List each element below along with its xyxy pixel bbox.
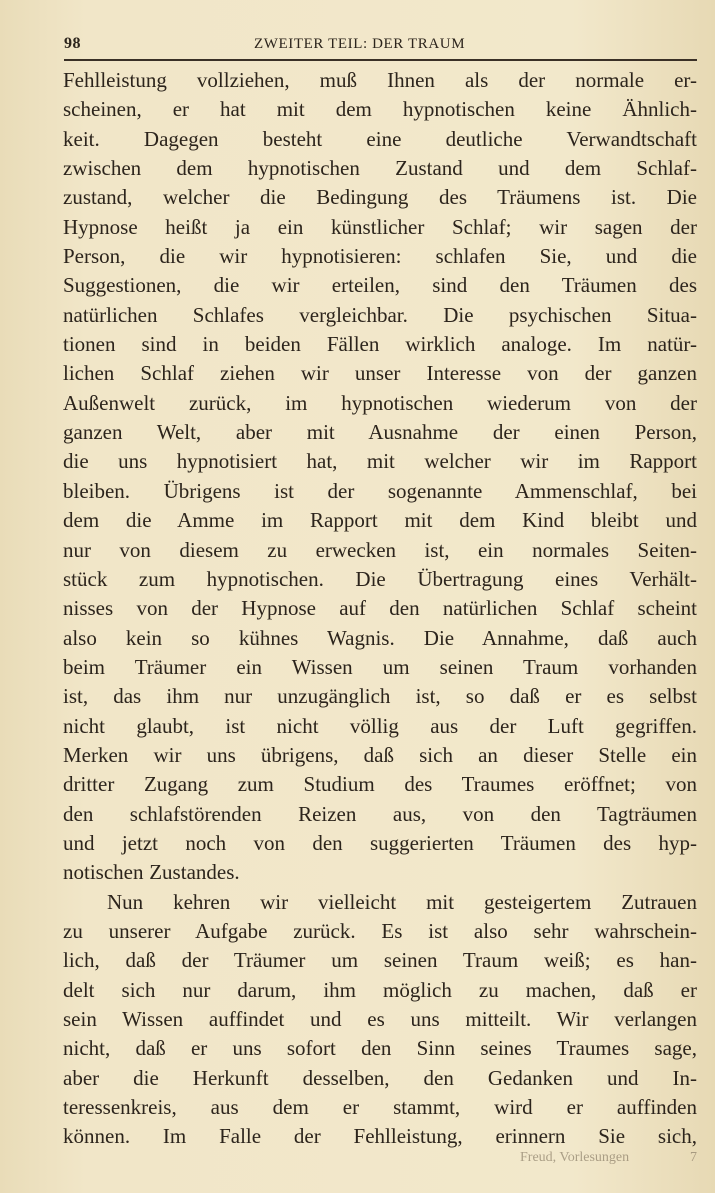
body-text — [63, 66, 697, 1152]
text-line: bleiben. Übrigens ist der sogenannte Ammenschlaf, bei — [63, 478, 697, 503]
text-line: lichen Schlaf ziehen wir unser Interesse von der ganzen — [63, 361, 697, 386]
text-line: nur von diesem zu erwecken ist, ein normales Seiten- — [63, 537, 697, 562]
text-line: delt sich nur darum, ihm möglich zu machen, daß er — [63, 977, 697, 1002]
text-line: nicht glaubt, ist nicht völlig aus der Luft gegriffen. — [63, 713, 697, 738]
text-line: ist, das ihm nur unzugänglich ist, so daß er es selbst — [63, 684, 697, 709]
text-line: keit. Dagegen besteht eine deutliche Verwandtschaft — [63, 126, 697, 151]
text-line: nisses von der Hypnose auf den natürlichen Schlaf scheint — [63, 596, 697, 621]
text-line: die uns hypnotisiert hat, mit welcher wir im Rapport — [63, 449, 697, 474]
text-line: dem die Amme im Rapport mit dem Kind bleibt und — [63, 508, 697, 533]
text-line: und jetzt noch von den suggerierten Träumen des hyp- — [63, 830, 697, 855]
text-line: Person, die wir hypnotisieren: schlafen Sie, und die — [63, 244, 697, 269]
paragraph-start-line: Nun kehren wir vielleicht mit gesteigertem Zutrauen — [107, 889, 697, 914]
text-line: Merken wir uns übrigens, daß sich an dieser Stelle ein — [63, 742, 697, 767]
text-line: nicht, daß er uns sofort den Sinn seines Traumes sage, — [63, 1036, 697, 1061]
text-line: Außenwelt zurück, im hypnotischen wiederum von der — [63, 390, 697, 415]
text-line: stück zum hypnotischen. Die Übertragung eines Verhält- — [63, 566, 697, 591]
text-line: zwischen dem hypnotischen Zustand und dem Schlaf- — [63, 156, 697, 181]
text-line: natürlichen Schlafes vergleichbar. Die psychischen Situa- — [63, 302, 697, 327]
running-head: ZWEITER TEIL: DER TRAUM — [254, 36, 466, 52]
page-number: 98 — [64, 35, 81, 52]
text-line: scheinen, er hat mit dem hypnotischen keine Ähnlich- — [63, 97, 697, 122]
text-line: beim Träumer ein Wissen um seinen Traum vorhanden — [63, 654, 697, 679]
text-line: also kein so kühnes Wagnis. Die Annahme, daß auch — [63, 625, 697, 650]
text-line: Hypnose heißt ja ein künstlicher Schlaf; wir sagen der — [63, 214, 697, 239]
printer-signature: Freud, Vorlesungen — [520, 1150, 630, 1165]
text-line: teressenkreis, aus dem er stammt, wird er auffinden — [63, 1095, 697, 1120]
text-line: ganzen Welt, aber mit Ausnahme der einen Person, — [63, 420, 697, 445]
text-line: können. Im Falle der Fehlleistung, erinnern Sie sich, — [63, 1124, 697, 1149]
text-line: zustand, welcher die Bedingung des Träumens ist. Die — [63, 185, 697, 210]
page-header — [64, 33, 697, 61]
paragraph-end-line: notischen Zustandes. — [63, 860, 240, 885]
text-line: den schlafstörenden Reizen aus, von den Tagträumen — [63, 801, 697, 826]
text-line: tionen sind in beiden Fällen wirklich analoge. Im natür- — [63, 332, 697, 357]
sheet-mark: 7 — [690, 1150, 697, 1165]
text-line: lich, daß der Träumer um seinen Traum weiß; es han- — [63, 948, 697, 973]
text-line: aber die Herkunft desselben, den Gedanken und In- — [63, 1065, 697, 1090]
text-line: dritter Zugang zum Studium des Traumes eröffnet; von — [63, 772, 697, 797]
text-line: Suggestionen, die wir erteilen, sind den Träumen des — [63, 273, 697, 298]
text-line: sein Wissen auffindet und es uns mitteilt. Wir verlangen — [63, 1007, 697, 1031]
text-line: zu unserer Aufgabe zurück. Es ist also sehr wahrschein- — [63, 918, 697, 943]
text-line: Fehlleistung vollziehen, muß Ihnen als der normale er- — [63, 68, 697, 92]
